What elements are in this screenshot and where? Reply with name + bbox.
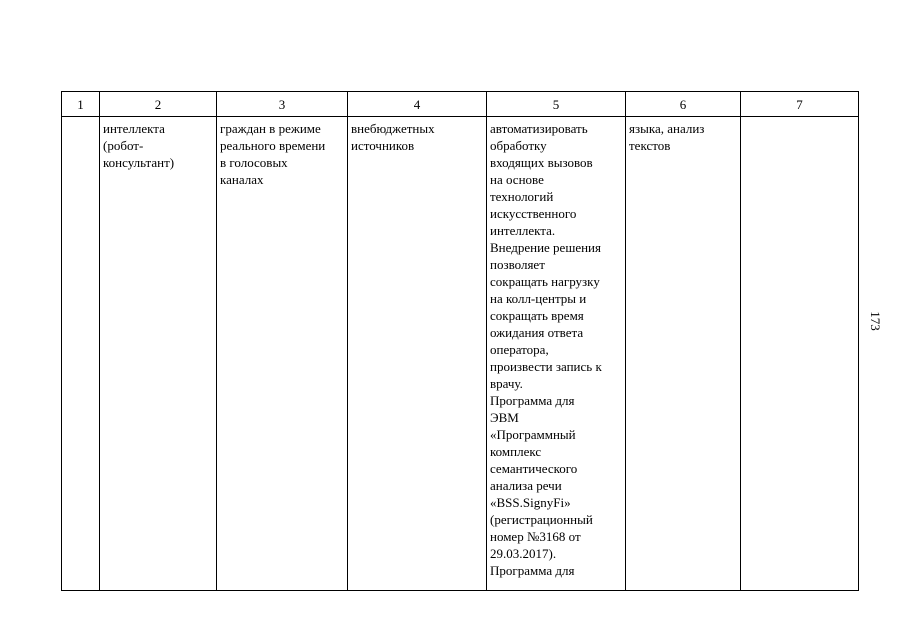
row-cell-4: внебюджетных источников	[348, 117, 487, 591]
header-cell-2: 2	[100, 92, 217, 117]
header-cell-7: 7	[741, 92, 859, 117]
row-cell-2: интеллекта (робот- консультант)	[100, 117, 217, 591]
row-cell-7	[741, 117, 859, 591]
row-cell-3: граждан в режиме реального времени в голосовых каналах	[217, 117, 348, 591]
header-cell-6: 6	[626, 92, 741, 117]
header-cell-3: 3	[217, 92, 348, 117]
header-cell-5: 5	[487, 92, 626, 117]
header-row	[62, 92, 859, 117]
row-cell-6: языка, анализ текстов	[626, 117, 741, 591]
row-cell-5: автоматизировать обработку входящих вызовов на основе технологий искусственного интеллекта. Внедрение решения позволяет сокращать нагрузку на колл-центры и сокращать время ожидания ответа оператора, произвести запись к врачу. Программа для ЭВМ «Программный комплекс семантического анализа речи «BSS.SignyFi» (регистрационный номер №3168 от 29.03.2017). Программа для	[487, 117, 626, 591]
table-row	[62, 117, 859, 591]
page-number: 173	[868, 311, 883, 331]
header-cell-4: 4	[348, 92, 487, 117]
document-table	[61, 91, 859, 591]
row-cell-1	[62, 117, 100, 591]
header-cell-1: 1	[62, 92, 100, 117]
